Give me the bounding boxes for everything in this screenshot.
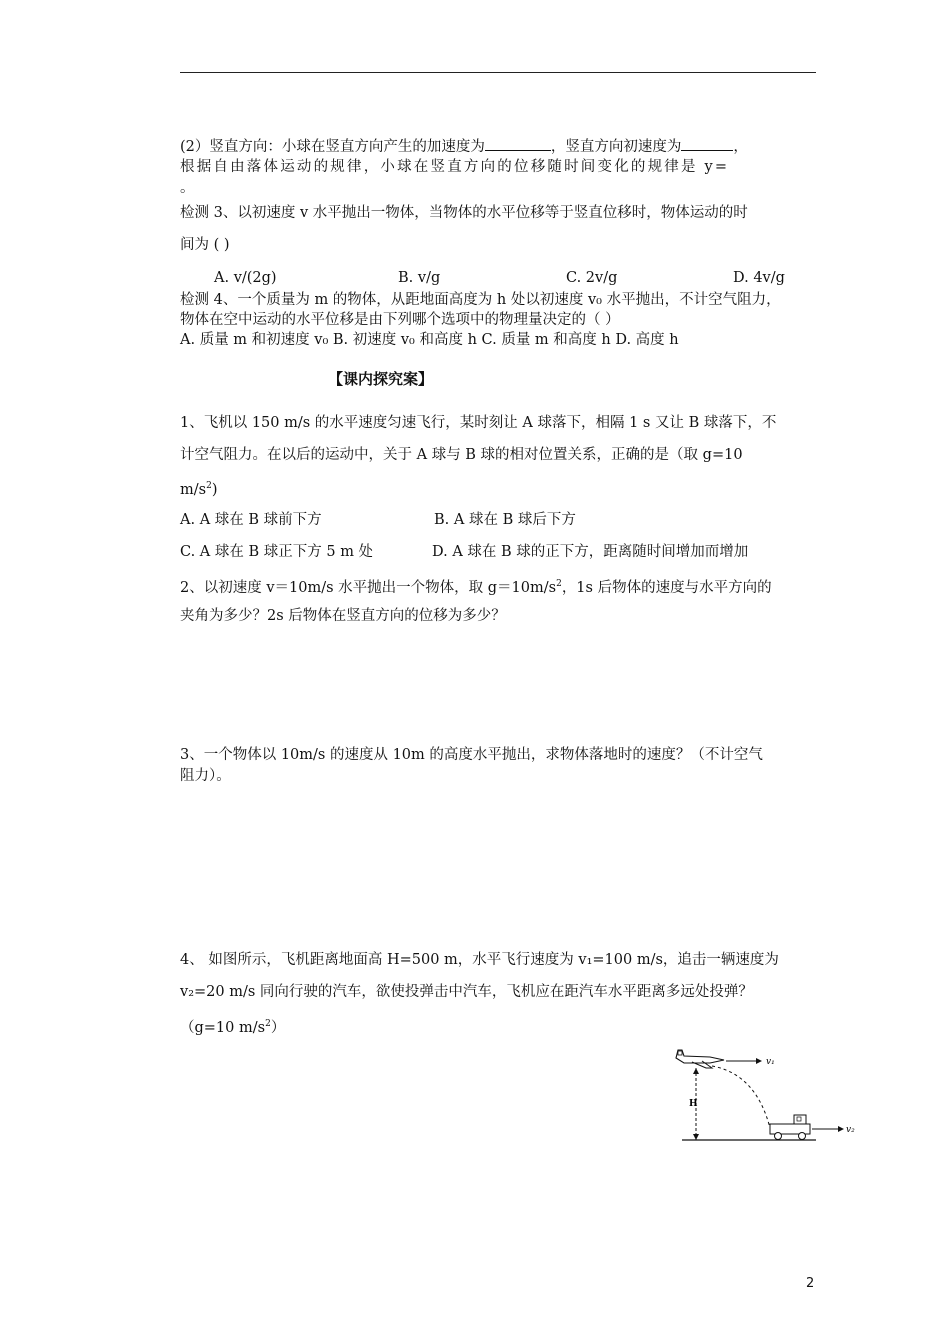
q1-line2: 计空气阻力。在以后的运动中，关于 A 球与 B 球的相对位置关系，正确的是（取 g=10 <box>180 447 743 463</box>
q3-line2: 阻力）。 <box>180 768 231 784</box>
q1-option-d: D. A 球在 B 球的正下方，距离随时间增加而增加 <box>432 544 749 560</box>
q1-option-c: C. A 球在 B 球正下方 5 m 处 <box>180 544 374 560</box>
answer-blank-acceleration[interactable] <box>485 135 551 151</box>
q1-line1: 1、飞机以 150 m/s 的水平速度匀速飞行，某时刻让 A 球落下，相隔 1 s 又让 B 球落下，不 <box>180 415 777 431</box>
projectile-figure <box>666 1044 862 1148</box>
q2-line2: 夹角为多少？2s 后物体在竖直方向的位移为多少？ <box>180 608 506 624</box>
q1-option-a: A. A 球在 B 球前下方 <box>180 512 322 528</box>
check3-option-d: D. 4v/g <box>733 270 785 286</box>
section2-line2: 根据自由落体运动的规律，小球在竖直方向的位移随时间变化的规律是 y= <box>180 159 730 175</box>
q1-line3: $m/s^2$) <box>180 481 218 498</box>
q2-line1: 2、以初速度 v＝10m/s 水平抛出一个物体，取 $g=10m/s^2$，1s 后物体的速度与水平方向的 <box>180 579 772 596</box>
check3-line2: 间为 ( ) <box>180 237 230 253</box>
check4-line2: 物体在空中运动的水平位移是由下列哪个选项中的物理量决定的（ ） <box>180 312 620 328</box>
v2-label: v₂ <box>846 1125 855 1135</box>
airplane-icon <box>676 1050 724 1068</box>
v2-arrowhead <box>838 1126 844 1132</box>
section-heading: 【课内探究案】 <box>328 370 434 388</box>
header-rule <box>180 72 816 73</box>
q1-option-b: B. A 球在 B 球后下方 <box>434 512 576 528</box>
v1-arrowhead <box>756 1058 762 1064</box>
section2-line1: (2）竖直方向：小球在竖直方向产生的加速度为 ，竖直方向初速度为 ， <box>180 135 748 157</box>
check3-line1: 检测 3、以初速度 v 水平抛出一物体，当物体的水平位移等于竖直位移时，物体运动的时 <box>180 205 748 221</box>
height-label: H <box>689 1099 698 1109</box>
check3-option-c: C. 2v/g <box>566 270 618 286</box>
section2-line3: 。 <box>180 180 195 196</box>
trajectory-path <box>712 1066 770 1128</box>
q3-line1: 3、一个物体以 10m/s 的速度从 10m 的高度水平抛出，求物体落地时的速度？（不计空气 <box>180 747 763 763</box>
q4-line2: v₂=20 m/s 同向行驶的汽车，欲使投弹击中汽车，飞机应在距汽车水平距离多远处投弹？ <box>180 984 753 1000</box>
q4-line3: （g=10 $m/s^2$） <box>180 1019 286 1036</box>
answer-blank-initial-velocity[interactable] <box>681 135 733 151</box>
page-number: 2 <box>806 1276 815 1291</box>
truck-icon <box>770 1115 810 1140</box>
check4-line1: 检测 4、一个质量为 m 的物体，从距地面高度为 h 处以初速度 v₀ 水平抛出，不计空气阻力， <box>180 292 781 308</box>
v1-label: v₁ <box>766 1057 775 1067</box>
check3-option-a: A. v/(2g) <box>214 270 277 286</box>
q4-line1: 4、 如图所示，飞机距离地面高 H=500 m，水平飞行速度为 v₁=100 m/s，追击一辆速度为 <box>180 952 779 968</box>
check3-option-b: B. v/g <box>398 270 441 286</box>
check4-line3: A. 质量 m 和初速度 v₀ B. 初速度 v₀ 和高度 h C. 质量 m 和高度 h D. 高度 h <box>180 332 679 348</box>
